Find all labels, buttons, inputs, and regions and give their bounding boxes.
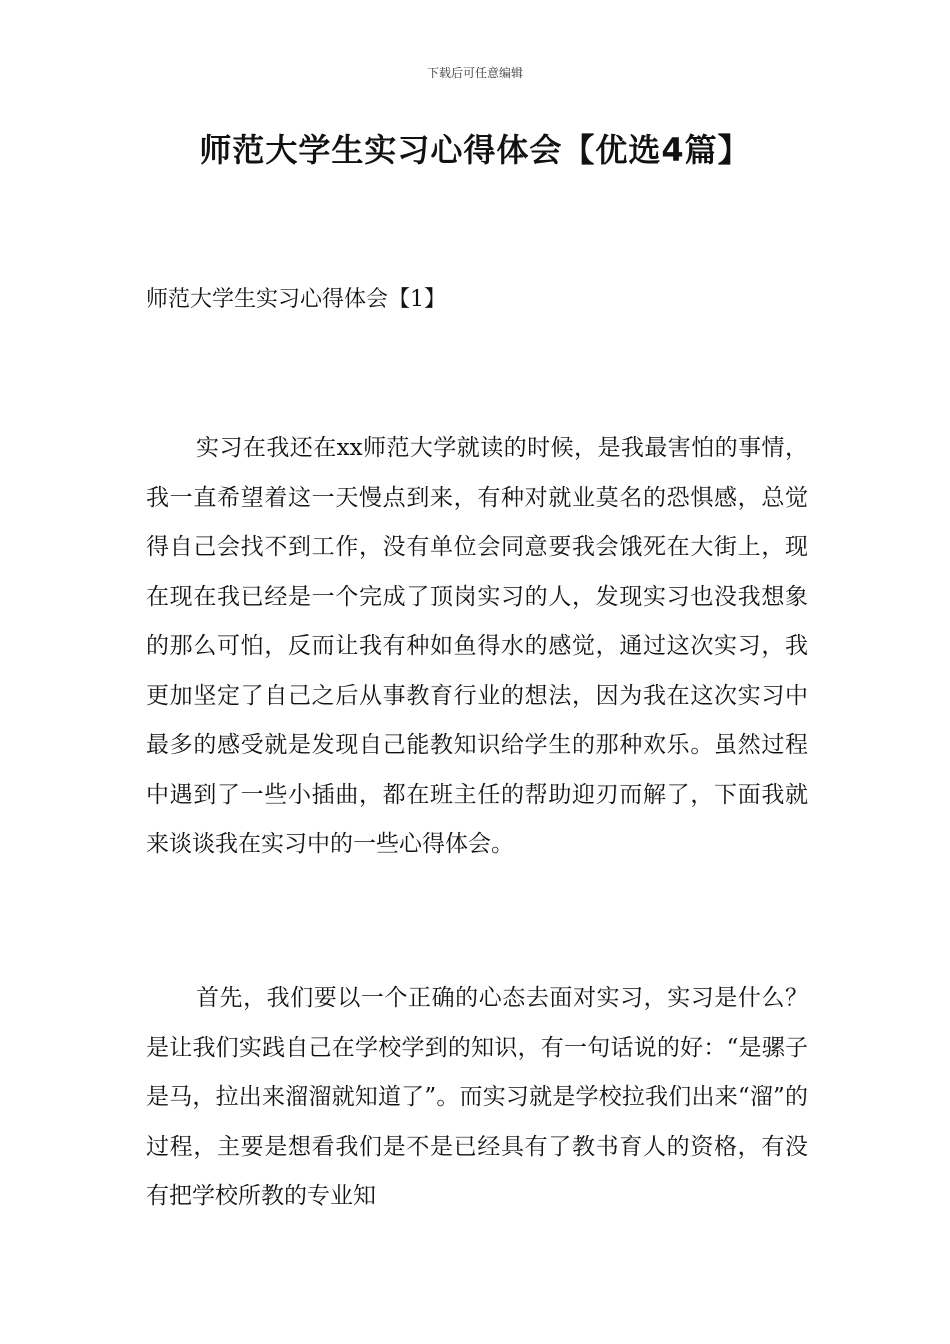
body-paragraph: 首先，我们要以一个正确的心态去面对实习，实习是什么？是让我们实践自己在学校学到的知识，有一句话说的好：“是骡子是马，拉出来溜溜就知道了”。而实习就是学校拉我们出来“溜”的过程，主要是想看我们是不是已经具有了教书育人的资格，有没有把学校所教的专业知 [146,985,808,1209]
document-title: 师范大学生实习心得体会【优选4篇】 [199,131,751,169]
header-note: 下载后可任意编辑 [426,66,523,80]
section-heading: 师范大学生实习心得体会【1】 [146,287,446,312]
body-paragraph: 实习在我还在xx师范大学就读的时候，是我最害怕的事情，我一直希望着这一天慢点到来，有种对就业莫名的恐惧感，总觉得自己会找不到工作，没有单位会同意要我会饿死在大街上，现在现在我已经是一个完成了顶岗实习的人，发现实习也没我想象的那么可怕，反而让我有种如鱼得水的感觉，通过这次实习，我更加坚定了自己之后从事教育行业的想法，因为我在这次实习中最多的感受就是发现自己能教知识给学生的那种欢乐。虽然过程中遇到了一些小插曲，都在班主任的帮助迎刃而解了，下面我就来谈谈我在实习中的一些心得体会。 [146,435,808,857]
